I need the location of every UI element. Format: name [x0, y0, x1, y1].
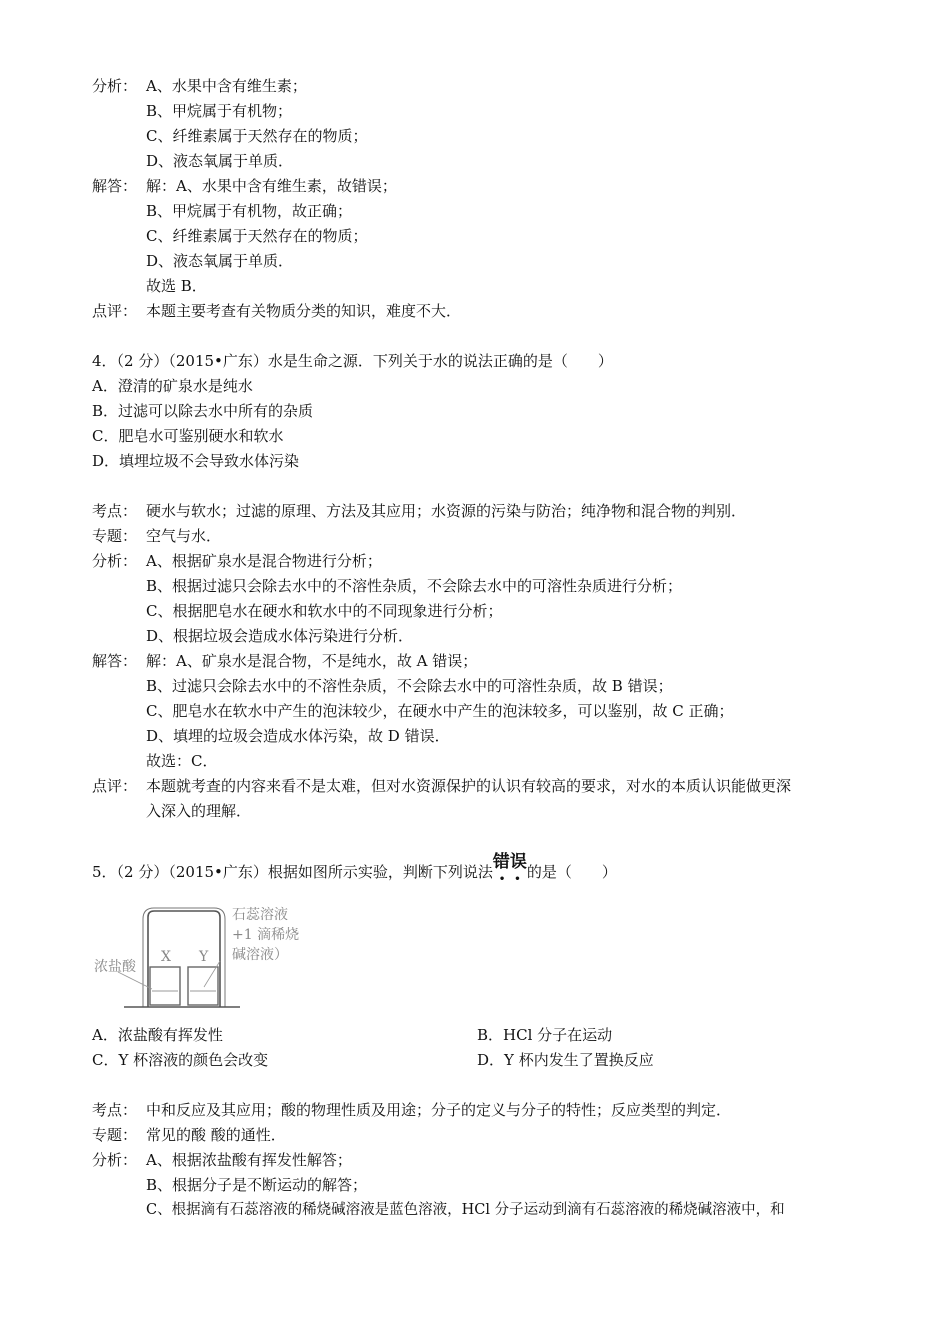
- q5-analysis-line: A、根据浓盐酸有挥发性解答；: [146, 1151, 352, 1169]
- q5-analysis-line: B、根据分子是不断运动的解答；: [146, 1176, 368, 1194]
- q3-comment-label: 点评：: [92, 302, 138, 320]
- figure-left-label: 浓盐酸: [94, 959, 136, 975]
- q3-answer-line: B、甲烷属于有机物，故正确；: [146, 202, 353, 220]
- q5-analysis-line: C、根据滴有石蕊溶液的稀烧碱溶液是蓝色溶液，HCl 分子运动到滴有石蕊溶液的稀烧碱溶液中，和: [146, 1202, 785, 1218]
- q3-analysis-label: 分析：: [92, 77, 138, 95]
- q4-topic-label: 专题：: [92, 527, 138, 545]
- q3-analysis-line: D、液态氧属于单质．: [146, 152, 294, 170]
- figure-right-label: 碱溶液）: [232, 947, 288, 963]
- beaker-y: [188, 967, 218, 1005]
- q4-analysis-line: A、根据矿泉水是混合物进行分析；: [146, 552, 382, 570]
- q5-kaodian: 中和反应及其应用；酸的物理性质及用途；分子的定义与分子的特性；反应类型的判定．: [146, 1101, 732, 1119]
- q3-answer-line: 解：A、水果中含有维生素，故错误；: [146, 177, 397, 195]
- q4-analysis-line: B、根据过滤只会除去水中的不溶性杂质，不会除去水中的可溶性杂质进行分析；: [146, 577, 683, 595]
- q5-kaodian-label: 考点：: [92, 1101, 138, 1119]
- q4-comment-line: 本题就考查的内容来看不是太难，但对水资源保护的认识有较高的要求，对水的本质认识能做更深: [146, 777, 792, 795]
- q3-answer-line: C、纤维素属于天然存在的物质；: [146, 227, 368, 245]
- q5-stem-pre: 5．（2 分）（2015•广东）根据如图所示实验，判断下列说法: [92, 863, 493, 881]
- q4-answer-line: 解：A、矿泉水是混合物，不是纯水，故 A 错误；: [146, 652, 478, 670]
- q4-answer-line: B、过滤只会除去水中的不溶性杂质，不会除去水中的可溶性杂质，故 B 错误；: [146, 677, 673, 695]
- q5-option-b: B．HCl 分子在运动: [477, 1026, 613, 1044]
- q4-option-b: B．过滤可以除去水中所有的杂质: [92, 402, 314, 420]
- q4-analysis-line: C、根据肥皂水在硬水和软水中的不同现象进行分析；: [146, 602, 503, 620]
- figure-right-label: 石蕊溶液: [232, 907, 288, 923]
- q3-analysis-line: B、甲烷属于有机物；: [146, 102, 293, 120]
- q4-analysis-line: D、根据垃圾会造成水体污染进行分析．: [146, 627, 414, 645]
- q3-analysis-line: A、水果中含有维生素；: [146, 77, 307, 95]
- q3-analysis-line: C、纤维素属于天然存在的物质；: [146, 127, 368, 145]
- q5-option-d: D．Y 杯内发生了置换反应: [477, 1051, 654, 1069]
- q5-stem-emphasis: [492, 852, 530, 885]
- figure-right-label: +1 滴稀烧: [232, 927, 300, 943]
- q5-option-a: A．浓盐酸有挥发性: [92, 1026, 223, 1044]
- q5-topic-label: 专题：: [92, 1126, 138, 1144]
- q4-kaodian-label: 考点：: [92, 502, 138, 520]
- q4-option-d: D．填埋垃圾不会导致水体污染: [92, 452, 300, 470]
- q4-option-a: A．澄清的矿泉水是纯水: [92, 377, 253, 395]
- q5-stem: [92, 852, 617, 885]
- q4-option-c: C．肥皂水可鉴别硬水和软水: [92, 427, 284, 445]
- q4-answer-line: C、肥皂水在软水中产生的泡沫较少，在硬水中产生的泡沫较多，可以鉴别，故 C 正确；: [146, 702, 734, 720]
- q3-answer-label: 解答：: [92, 177, 138, 195]
- q4-comment-line: 入深入的理解．: [146, 802, 252, 820]
- beaker-x: [150, 967, 180, 1005]
- q5-stem-post: 的是（ ）: [526, 863, 617, 881]
- q4-analysis-label: 分析：: [92, 552, 138, 570]
- bell-jar: [148, 911, 220, 1007]
- q4-topic: 空气与水．: [146, 527, 222, 545]
- q4-stem: 4．（2 分）（2015•广东）水是生命之源．下列关于水的说法正确的是（ ）: [92, 352, 613, 370]
- q4-answer-line: 故选：C．: [146, 752, 218, 770]
- q4-answer-label: 解答：: [92, 652, 138, 670]
- q5-analysis-label: 分析：: [92, 1151, 138, 1169]
- q5-topic: 常见的酸 酸的通性．: [146, 1126, 286, 1144]
- q5-option-c: C．Y 杯溶液的颜色会改变: [92, 1051, 269, 1069]
- figure-cup-y: Y: [199, 949, 209, 965]
- experiment-figure: [94, 905, 320, 1015]
- q4-comment-label: 点评：: [92, 777, 138, 795]
- q4-kaodian: 硬水与软水；过滤的原理、方法及其应用；水资源的污染与防治；纯净物和混合物的判别．: [146, 502, 747, 520]
- figure-cup-x: X: [161, 949, 171, 965]
- q5-stem-emph-text: 错误: [492, 852, 527, 872]
- q3-comment: 本题主要考查有关物质分类的知识，难度不大．: [146, 302, 462, 320]
- bell-jar-outline: [143, 908, 225, 1007]
- q3-answer-line: D、液态氧属于单质．: [146, 252, 294, 270]
- emphasis-dots: ••: [498, 874, 530, 885]
- q3-answer-line: 故选 B．: [146, 277, 207, 295]
- q4-answer-line: D、填埋的垃圾会造成水体污染，故 D 错误．: [146, 727, 450, 745]
